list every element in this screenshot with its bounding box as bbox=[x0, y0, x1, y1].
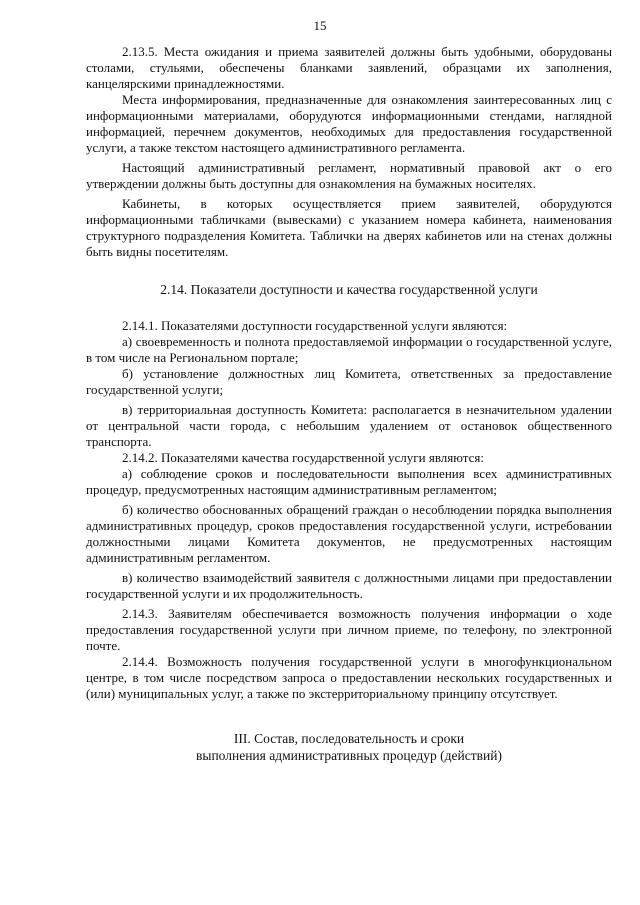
paragraph-2-14-2: 2.14.2. Показателями качества государственной услуги являются: bbox=[122, 450, 484, 465]
list-item-b-complaints: б) количество обоснованных обращений граждан о несоблюдении порядка выполнения административных процедур, сроков предоставления государственной услуги, истребовании должностными лицами Комитета документов, не предусмотренных настоящим административным регламентом. bbox=[86, 502, 612, 565]
list-item-c-interactions: в) количество взаимодействий заявителя с должностными лицами при предоставлении государственной услуги и их продолжительность. bbox=[86, 570, 612, 601]
paragraph-2-14-4: 2.14.4. Возможность получения государственной услуги в многофункциональном центре, в том числе посредством запроса о предоставлении нескольких государственных и (или) муниципальных услуг, а также по экстерриториальному принципу отсутствует. bbox=[86, 654, 612, 701]
chapter-title-line-2: выполнения административных процедур (действий) bbox=[196, 748, 502, 763]
paragraph-2-14-3: 2.14.3. Заявителям обеспечивается возможность получения информации о ходе предоставления государственной услуги при личном приеме, по телефону, по электронной почте. bbox=[86, 606, 612, 653]
list-item-a-timeliness: а) своевременность и полнота предоставляемой информации о государственной услуге, в том числе на Региональном портале; bbox=[86, 334, 612, 365]
page-number: 15 bbox=[313, 18, 327, 33]
paragraph-info-places: Места информирования, предназначенные для ознакомления заинтересованных лиц с информационными материалами, оборудуются информационными стендами, наглядной информацией, перечнем документов, необходимых для предоставления государственной услуги, а также текстом настоящего административного регламента. bbox=[86, 92, 612, 155]
chapter-title-iii bbox=[86, 730, 612, 764]
chapter-title-line-1: III. Состав, последовательность и сроки bbox=[233, 731, 465, 746]
paragraph-cabinets: Кабинеты, в которых осуществляется прием заявителей, оборудуются информационными табличками (вывесками) с указанием номера кабинета, наименования структурного подразделения Комитета. Таблички на дверях кабинетов или на стенах должны быть видны посетителям. bbox=[86, 196, 612, 259]
list-item-b-officials: б) установление должностных лиц Комитета, ответственных за предоставление государственной услуги; bbox=[86, 366, 612, 397]
list-item-a-deadlines: а) соблюдение сроков и последовательности выполнения всех административных процедур, предусмотренных настоящим административным регламентом; bbox=[86, 466, 612, 497]
document-body bbox=[86, 44, 612, 764]
list-item-c-territorial: в) территориальная доступность Комитета: располагается в незначительном удалении от центральной части города, с небольшим удалением от остановок общественного транспорта. bbox=[86, 402, 612, 449]
paragraph-2-13-5: 2.13.5. Места ожидания и приема заявителей должны быть удобными, оборудованы столами, стульями, обеспечены бланками заявлений, образцами их заполнения, канцелярскими принадлежностями. bbox=[86, 44, 612, 91]
paragraph-2-14-1: 2.14.1. Показателями доступности государственной услуги являются: bbox=[122, 318, 508, 333]
section-title-2-14: 2.14. Показатели доступности и качества государственной услуги bbox=[160, 282, 538, 297]
paragraph-regulation-availability: Настоящий административный регламент, нормативный правовой акт о его утверждении должны быть доступны для ознакомления на бумажных носителях. bbox=[86, 160, 612, 191]
